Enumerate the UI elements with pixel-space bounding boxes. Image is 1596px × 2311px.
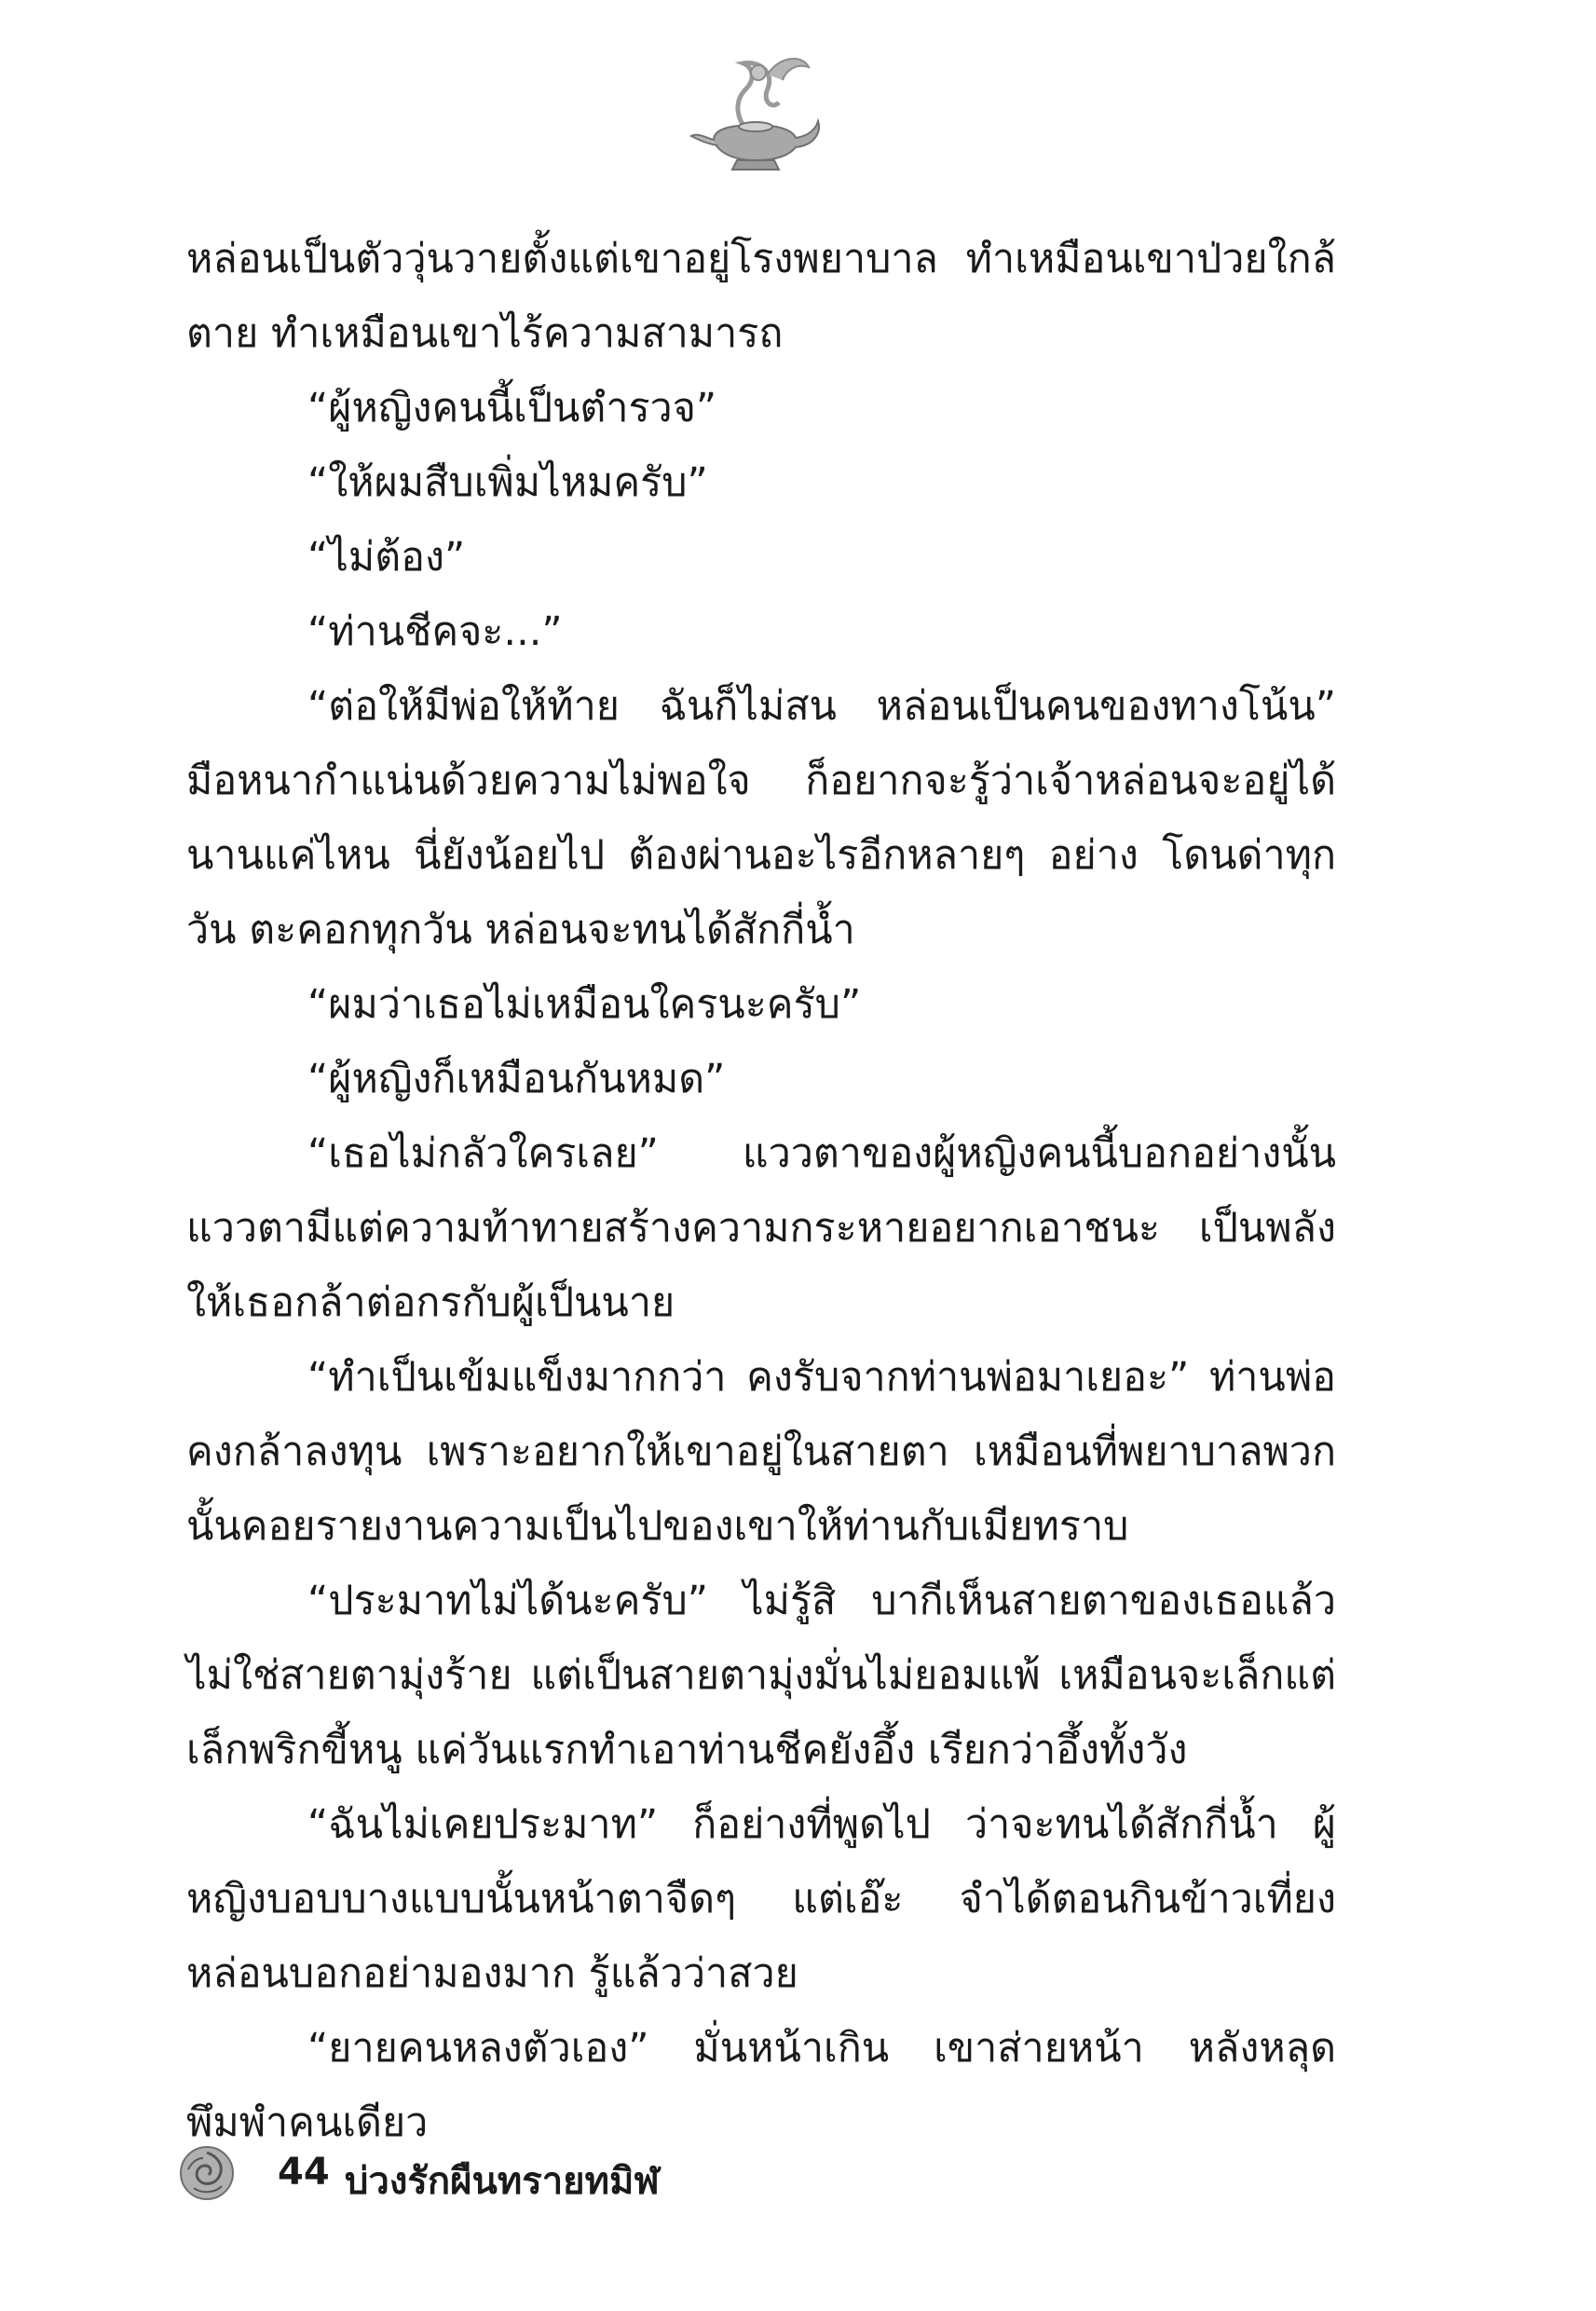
paragraph: “ไม่ต้อง” [307,534,466,581]
genie-lamp-icon [686,47,825,177]
paragraph: “ท่านชีคจะ...” [307,609,563,655]
rose-icon [177,2143,237,2203]
page-number: 44 [278,2151,330,2194]
paragraph: “ผู้หญิงก็เหมือนกันหมด” [307,1056,726,1102]
paragraph: “ฉันไม่เคยประมาท” ก็อย่างที่พูดไป ว่าจะทนได้สักกี่น้ำ ผู้หญิงบอบบางแบบนั้นหน้าตาจืดๆ แต่เอ๊ะ จำได้ตอนกินข้าวเที่ยง หล่อนบอกอย่ามองมาก รู้แล้วว่าสวย [186,1801,1336,1997]
paragraph: หล่อนเป็นตัววุ่นวายตั้งแต่เขาอยู่โรงพยาบาล ทำเหมือนเขาป่วยใกล้ตาย ทำเหมือนเขาไร้ความสามารถ [186,236,1336,357]
paragraph: “ต่อให้มีพ่อให้ท้าย ฉันก็ไม่สน หล่อนเป็นคนของทางโน้น” มือหนากำแน่นด้วยความไม่พอใจ ก็อยากจะรู้ว่าเจ้าหล่อนจะอยู่ได้นานแค่ไหน นี่ยังน้อยไป ต้องผ่านอะไรอีกหลายๆ อย่าง โดนด่าทุกวัน ตะคอกทุกวัน หล่อนจะทนได้สักกี่น้ำ [186,683,1336,953]
paragraph: “ให้ผมสืบเพิ่มไหมครับ” [307,459,708,506]
paragraph: “ผู้หญิงคนนี้เป็นตำรวจ” [307,385,717,431]
body-text [186,222,1336,2160]
page-footer [177,2134,1016,2208]
paragraph: “ประมาทไม่ได้นะครับ” ไม่รู้สิ บากีเห็นสายตาของเธอแล้ว ไม่ใช่สายตามุ่งร้าย แต่เป็นสายตามุ่งมั่นไม่ยอมแพ้ เหมือนจะเล็กแต่เล็กพริกขี้หนู แค่วันแรกทำเอาท่านชีคยังอึ้ง เรียกว่าอึ้งทั้งวัง [186,1578,1336,1773]
book-title: บ่วงรักผืนทรายทมิฬ [345,2160,660,2203]
paragraph: “ทำเป็นเข้มแข็งมากกว่า คงรับจากท่านพ่อมาเยอะ” ท่านพ่อคงกล้าลงทุน เพราะอยากให้เขาอยู่ในสายตา เหมือนที่พยาบาลพวกนั้นคอยรายงานความเป็นไปของเขาให้ท่านกับเมียทราบ [186,1354,1336,1550]
paragraph: “ผมว่าเธอไม่เหมือนใครนะครับ” [307,981,862,1028]
paragraph: “ยายคนหลงตัวเอง” มั่นหน้าเกิน เขาส่ายหน้า หลังหลุดพึมพำคนเดียว [186,2025,1336,2146]
paragraph: “เธอไม่กลัวใครเลย” แววตาของผู้หญิงคนนี้บอกอย่างนั้น แววตามีแต่ความท้าทายสร้างความกระหายอยากเอาชนะ เป็นพลังให้เธอกล้าต่อกรกับผู้เป็นนาย [186,1130,1336,1326]
